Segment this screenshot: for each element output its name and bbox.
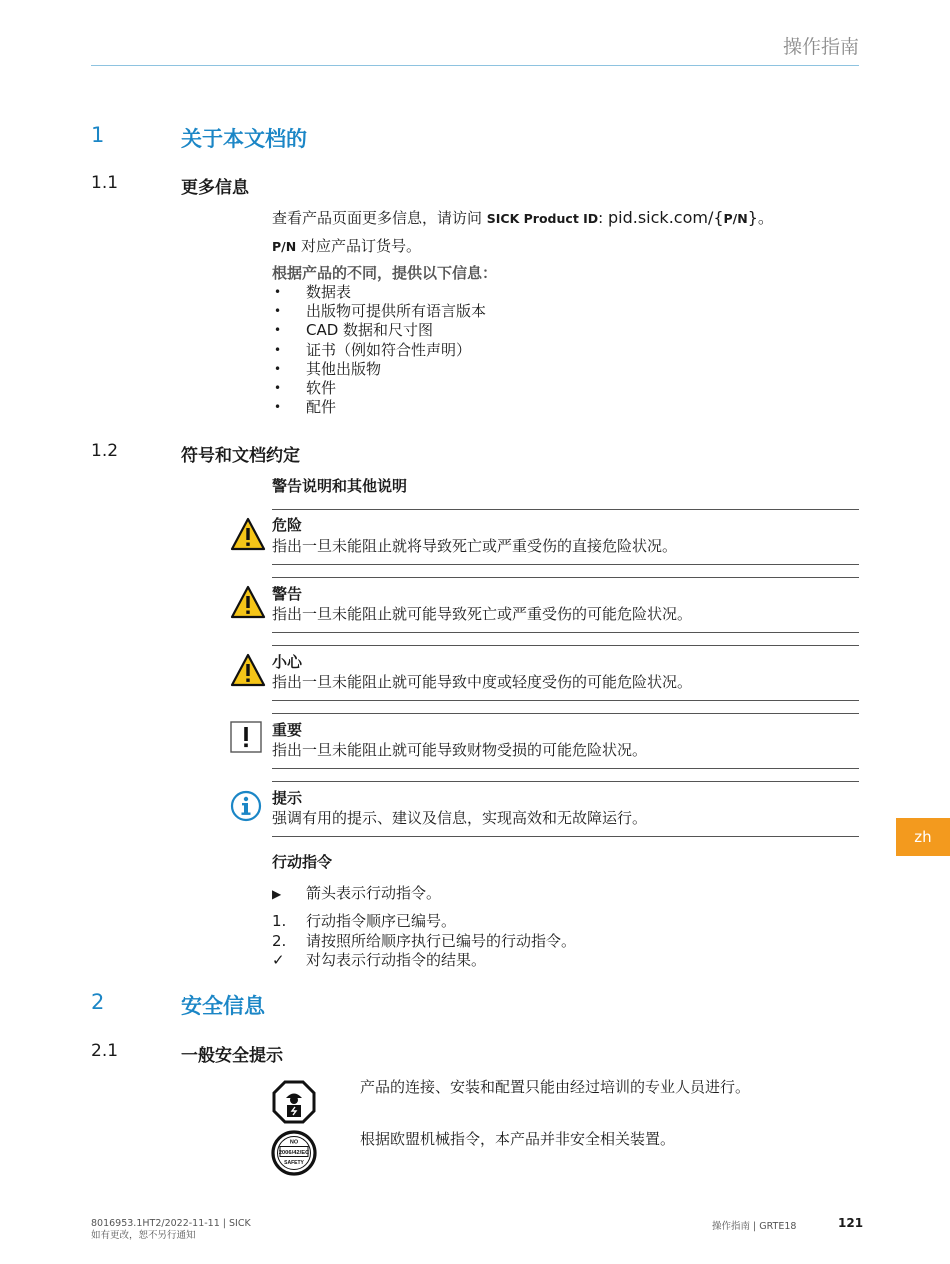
notice-text-caution: 指出一旦未能阻止就可能导致中度或轻度受伤的可能危险状况。 — [272, 673, 693, 691]
pn-placeholder: P/N — [723, 211, 748, 226]
action-heading: 行动指令 — [272, 853, 333, 871]
list-item: • 其他出版物 — [274, 359, 382, 378]
more-info-text: 查看产品页面更多信息，请访问 — [272, 209, 487, 227]
notice-top-rule — [272, 713, 859, 714]
list-item: • 证书（例如符合性声明） — [274, 340, 472, 359]
footer-doc-title: 操作指南 | GRTE18 — [712, 1221, 797, 1232]
section-1-2-number: 1.2 — [91, 441, 119, 461]
notice-title-warning: 警告 — [272, 585, 303, 603]
notice-bottom-rule — [272, 632, 859, 633]
section-1-1-number: 1.1 — [91, 173, 119, 193]
notice-title-danger: 危险 — [272, 516, 303, 534]
warning-triangle-icon — [230, 653, 266, 687]
list-item: • CAD 数据和尺寸图 — [274, 321, 434, 340]
header-divider — [91, 65, 859, 66]
pn-label: P/N — [272, 239, 297, 254]
section-1-2-title: 符号和文档约定 — [181, 446, 300, 466]
pn-description: 对应产品订货号。 — [296, 237, 421, 255]
notice-text-warning: 指出一旦未能阻止就可能导致死亡或严重受伤的可能危险状况。 — [272, 605, 693, 623]
notice-text-note: 强调有用的提示、建议及信息，实现高效和无故障运行。 — [272, 809, 648, 827]
section-2-1-title: 一般安全提示 — [181, 1046, 283, 1066]
list-item: • 配件 — [274, 398, 337, 417]
action-item: ✓ 对勾表示行动指令的结果。 — [272, 951, 487, 969]
qualified-personnel-icon — [272, 1080, 316, 1124]
notice-top-rule — [272, 509, 859, 510]
notice-text-important: 指出一旦未能阻止就可能导致财物受损的可能危险状况。 — [272, 741, 648, 759]
footer-left — [91, 1218, 251, 1242]
icon-label-no: NO — [289, 1139, 299, 1146]
action-item: 2. 请按照所给顺序执行已编号的行动指令。 — [272, 932, 577, 950]
section-1-1-title: 更多信息 — [181, 178, 249, 198]
notice-title-caution: 小心 — [272, 653, 303, 671]
section-2-1-number: 2.1 — [91, 1041, 119, 1061]
list-item: • 数据表 — [274, 283, 352, 301]
safety-note-qualified: 产品的连接、安装和配置只能由经过培训的专业人员进行。 — [360, 1078, 751, 1096]
important-exclamation-icon — [230, 721, 262, 753]
list-item: • 软件 — [274, 378, 337, 397]
section-1-number: 1 — [91, 123, 105, 147]
running-header-title: 操作指南 — [782, 36, 859, 58]
no-safety-device-icon — [271, 1130, 317, 1176]
more-info-paragraph — [272, 208, 774, 229]
notice-bottom-rule — [272, 700, 859, 701]
info-list — [272, 283, 486, 417]
notice-bottom-rule — [272, 768, 859, 769]
page-number: 121 — [838, 1216, 864, 1230]
notice-title-note: 提示 — [272, 789, 303, 807]
notice-title-important: 重要 — [272, 721, 303, 739]
safety-note-not-safety-device: 根据欧盟机械指令，本产品并非安全相关装置。 — [360, 1130, 676, 1148]
icon-label-safety: SAFETY — [284, 1160, 304, 1166]
icon-label-directive: 2006/42/EC — [278, 1150, 310, 1156]
notice-bottom-rule — [272, 564, 859, 565]
notice-top-rule — [272, 577, 859, 578]
language-tab[interactable]: zh — [896, 818, 950, 856]
section-2-number: 2 — [91, 990, 105, 1014]
section-1-title: 关于本文档的 — [181, 127, 307, 151]
sick-product-id-label: SICK Product ID — [486, 211, 599, 226]
footer-doc-id: 8016953.1HT2/2022-11-11 | SICK — [91, 1218, 251, 1229]
footer-disclaimer: 如有更改，恕不另行通知 — [91, 1230, 196, 1241]
pn-paragraph — [272, 236, 421, 257]
warnings-heading: 警告说明和其他说明 — [272, 477, 408, 495]
info-icon — [230, 790, 262, 822]
notice-bottom-rule — [272, 836, 859, 837]
warning-triangle-icon — [230, 585, 266, 619]
action-item: 1. 行动指令顺序已编号。 — [272, 912, 457, 930]
action-item: ▶ 箭头表示行动指令。 — [272, 884, 442, 902]
warning-triangle-icon — [230, 517, 266, 551]
section-2-title: 安全信息 — [181, 994, 265, 1018]
list-heading: 根据产品的不同，提供以下信息： — [272, 264, 498, 282]
notice-top-rule — [272, 645, 859, 646]
list-item: • 出版物可提供所有语言版本 — [274, 302, 487, 321]
pid-url-link[interactable]: pid.sick.com/{ — [608, 208, 724, 227]
notice-text-danger: 指出一旦未能阻止就将导致死亡或严重受伤的直接危险状况。 — [272, 537, 678, 555]
colon: : — [598, 209, 608, 227]
pid-url-end: }。 — [747, 208, 774, 227]
notice-top-rule — [272, 781, 859, 782]
